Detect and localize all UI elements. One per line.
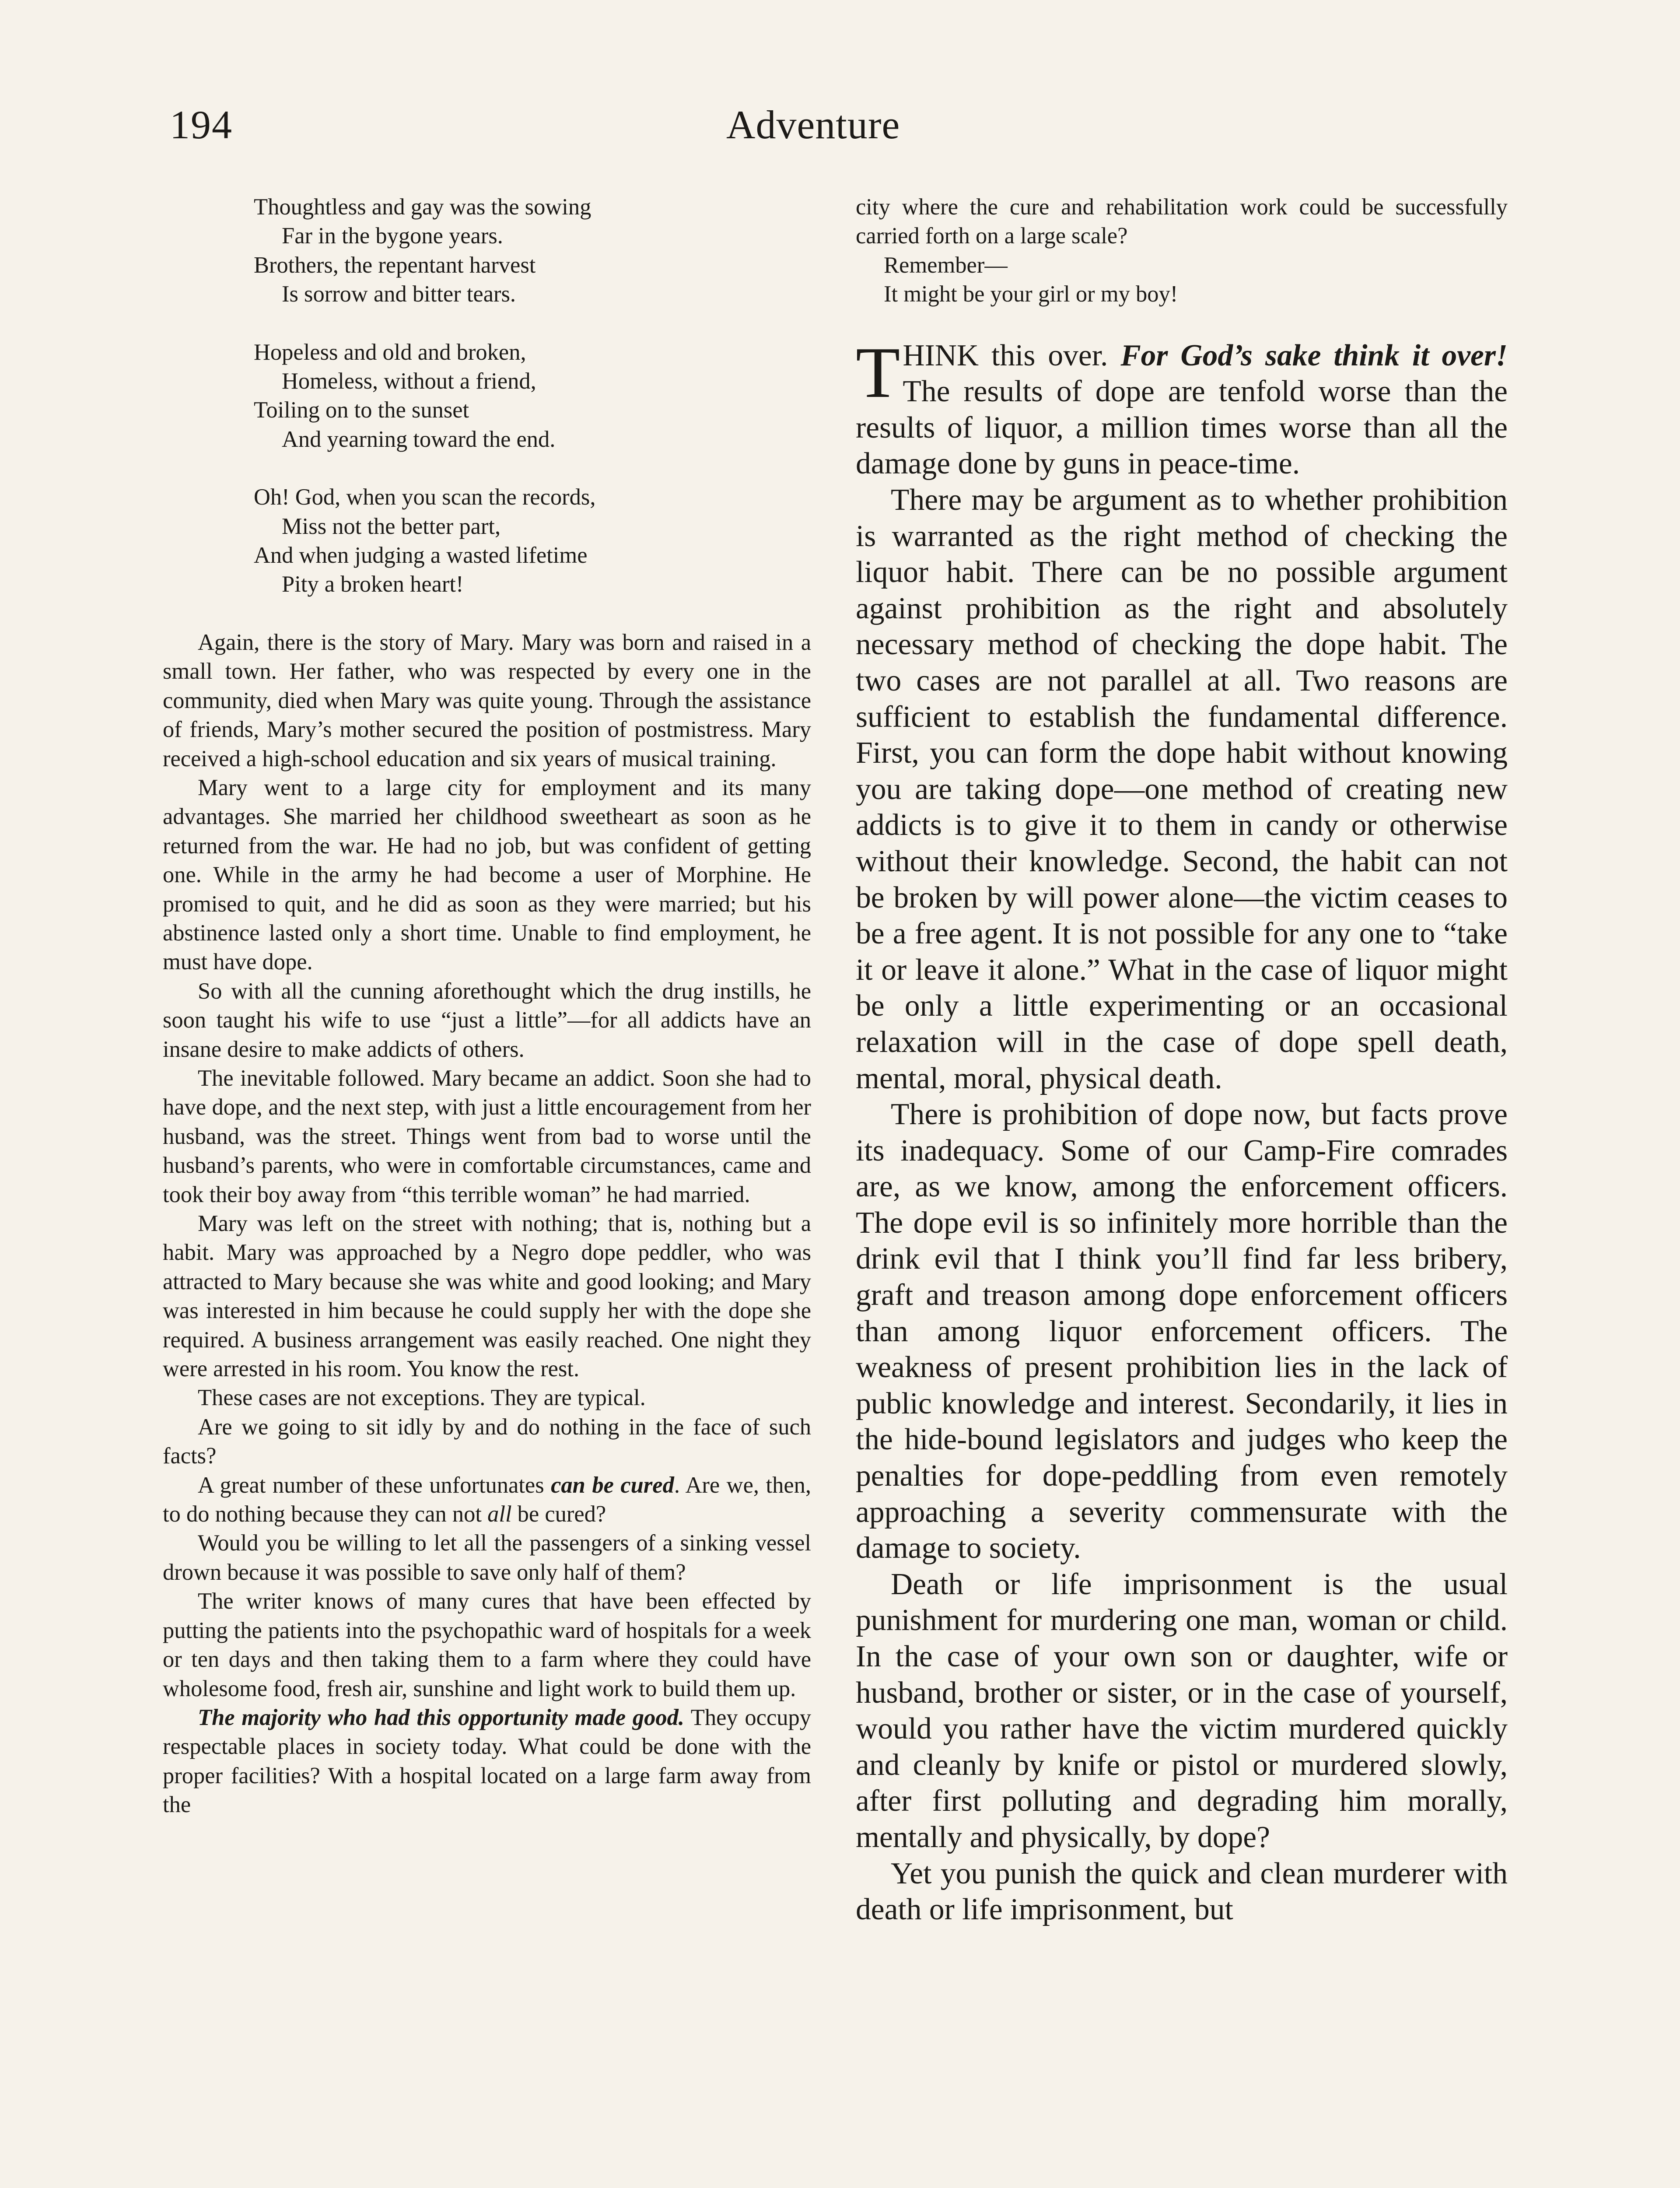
paragraph [163,1471,811,1529]
emphasis-text: For God’s sake think it over! [1120,338,1508,372]
closing-line: It might be your girl or my boy! [884,281,1178,307]
drop-cap: T [856,332,900,413]
poem-line: Thoughtless and gay was the sowing [254,194,592,220]
paragraph: Death or life imprisonment is the usual punishment for murdering one man, woman or child. In the case of your own son or daughter, wife or husband, brother or sister, or in the case of yourself, would you rather have the victim murdered quickly and cleanly by knife or pistol or murdered slowly, after first polluting and degrading him morally, mentally and physically, by dope? [856,1567,1508,1854]
poem-line: Miss not the better part, [282,513,501,539]
poem-stanza [254,338,811,454]
poem-stanza [254,483,811,599]
emphasis-text: all [487,1501,512,1527]
poem-line: And yearning toward the end. [282,426,556,452]
paragraph: Again, there is the story of Mary. Mary was born and raised in a small town. Her father, who was respected by every one in the community, died when Mary was quite young. Through the assistance of friends, Mary’s mother secured the position of postmistress. Mary received a high-school education and six years of musical training. [163,629,811,771]
text-run: be cured? [511,1501,606,1527]
closing-line: Remember— [884,252,1008,278]
lead-paragraph [856,332,1508,482]
right-column [856,193,1508,1928]
paragraph: Mary was left on the street with nothing; that is, nothing but a habit. Mary was approached by a Negro dope peddler, who was attracted to Mary because she was white and good looking; and Mary was interested in him because he could supply her with the dope she required. A business arrangement was easily reached. One night they were arrested in his room. You know the rest. [163,1211,811,1382]
paragraph: So with all the cunning aforethought which the drug instills, he soon taught his wife to use “just a little”—for all addicts have an insane desire to make addicts of others. [163,978,811,1062]
text-run: . Are we, then, to do nothing because they can not [163,1472,811,1527]
paragraph: These cases are not exceptions. They are typical. [198,1385,646,1411]
paragraph: There is prohibition of dope now, but facts prove its inadequacy. Some of our Camp-Fire comrades are, as we know, among the enforcement officers. The dope evil is so infinitely more horrible than the drink evil that I think you’ll find far less bribery, graft and treason among dope enforcement officers than among liquor enforcement officers. The weakness of present prohibition lies in the lack of public knowledge and interest. Secondarily, it lies in the hide-bound legislators and judges who keep the penalties for dope-peddling from even remotely approaching a severity commensurate with the damage to society. [856,1098,1508,1565]
poem-line: And when judging a wasted lifetime [254,543,588,568]
text-run: A great number of these unfortunates [198,1472,551,1498]
page-number: 194 [170,102,233,147]
paragraph: city where the cure and rehabilitation work could be successfully carried forth on a large scale? [856,194,1508,249]
paragraph: Mary went to a large city for employment and its many advantages. She married her childhood sweetheart as soon as he returned from the war. He had no job, but was confident of getting one. While in the army he had become a user of Morphine. He promised to quit, and he did as soon as they were married; but his abstinence lasted only a short time. Unable to find employment, he must have dope. [163,775,811,975]
left-column [163,193,811,1820]
poem-line: Hopeless and old and broken, [254,339,526,365]
letter-conclusion [856,193,1508,309]
text-run: They occupy respectable places in society today. What could be done with the proper facilities? With a hospital located on a large farm away from the [163,1704,811,1818]
paragraph: The inevitable followed. Mary became an addict. Soon she had to have dope, and the next step, with just a little encouragement from her husband, was the street. Things went from bad to worse until the husband’s parents, who were in comfortable circumstances, came and took their boy away from “this terrible woman” he had married. [163,1065,811,1207]
poem-line: Is sorrow and bitter tears. [282,281,516,307]
poem-stanza [254,193,811,309]
poem [163,193,811,599]
text-run: HINK this over. [903,338,1121,372]
paragraph: The writer knows of many cures that have been effected by putting the patients into the psychopathic ward of hospitals for a week or ten days and then taking them to a farm where they could have wholesome food, fresh air, sunshine and light work to build them up. [163,1588,811,1701]
paragraph: Would you be willing to let all the passengers of a sinking vessel drown because it was possible to save only half of them? [163,1530,811,1585]
poem-line: Toiling on to the sunset [254,397,469,423]
paragraph: Are we going to sit idly by and do nothing in the face of such facts? [163,1414,811,1469]
emphasis-text: can be cured [551,1472,674,1498]
text-run: The results of dope are tenfold worse than the results of liquor, a million times worse than all the damage done by guns in peace-time. [856,375,1508,481]
poem-line: Homeless, without a friend, [282,368,536,394]
emphasis-text: The majority who had this opportunity made good. [198,1704,685,1730]
running-head: Adventure [726,102,900,147]
paragraph: Yet you punish the quick and clean murderer with death or life imprisonment, but [856,1856,1508,1927]
poem-line: Pity a broken heart! [282,572,464,597]
paragraph: There may be argument as to whether prohibition is warranted as the right method of checking the liquor habit. There can be no possible argument against prohibition as the right and absolutely necessary method of checking the dope habit. The two cases are not parallel at all. Two reasons are sufficient to establish the fundamental difference. First, you can form the dope habit without knowing you are taking dope—one method of creating new addicts is to give it to them in candy or otherwise without their knowledge. Second, the habit can not be broken by will power alone—the victim ceases to be a free agent. It is not possible for any one to “take it or leave it alone.” What in the case of liquor might be only a little experimenting or an occasional relaxation will in the case of dope spell death, mental, moral, physical death. [856,483,1508,1095]
paragraph [163,1703,811,1820]
poem-line: Brothers, the repentant harvest [254,252,536,278]
article-body-left [163,628,811,1820]
poem-line: Far in the bygone years. [282,223,503,249]
poem-line: Oh! God, when you scan the records, [254,484,596,510]
article-body-right [856,332,1508,1928]
